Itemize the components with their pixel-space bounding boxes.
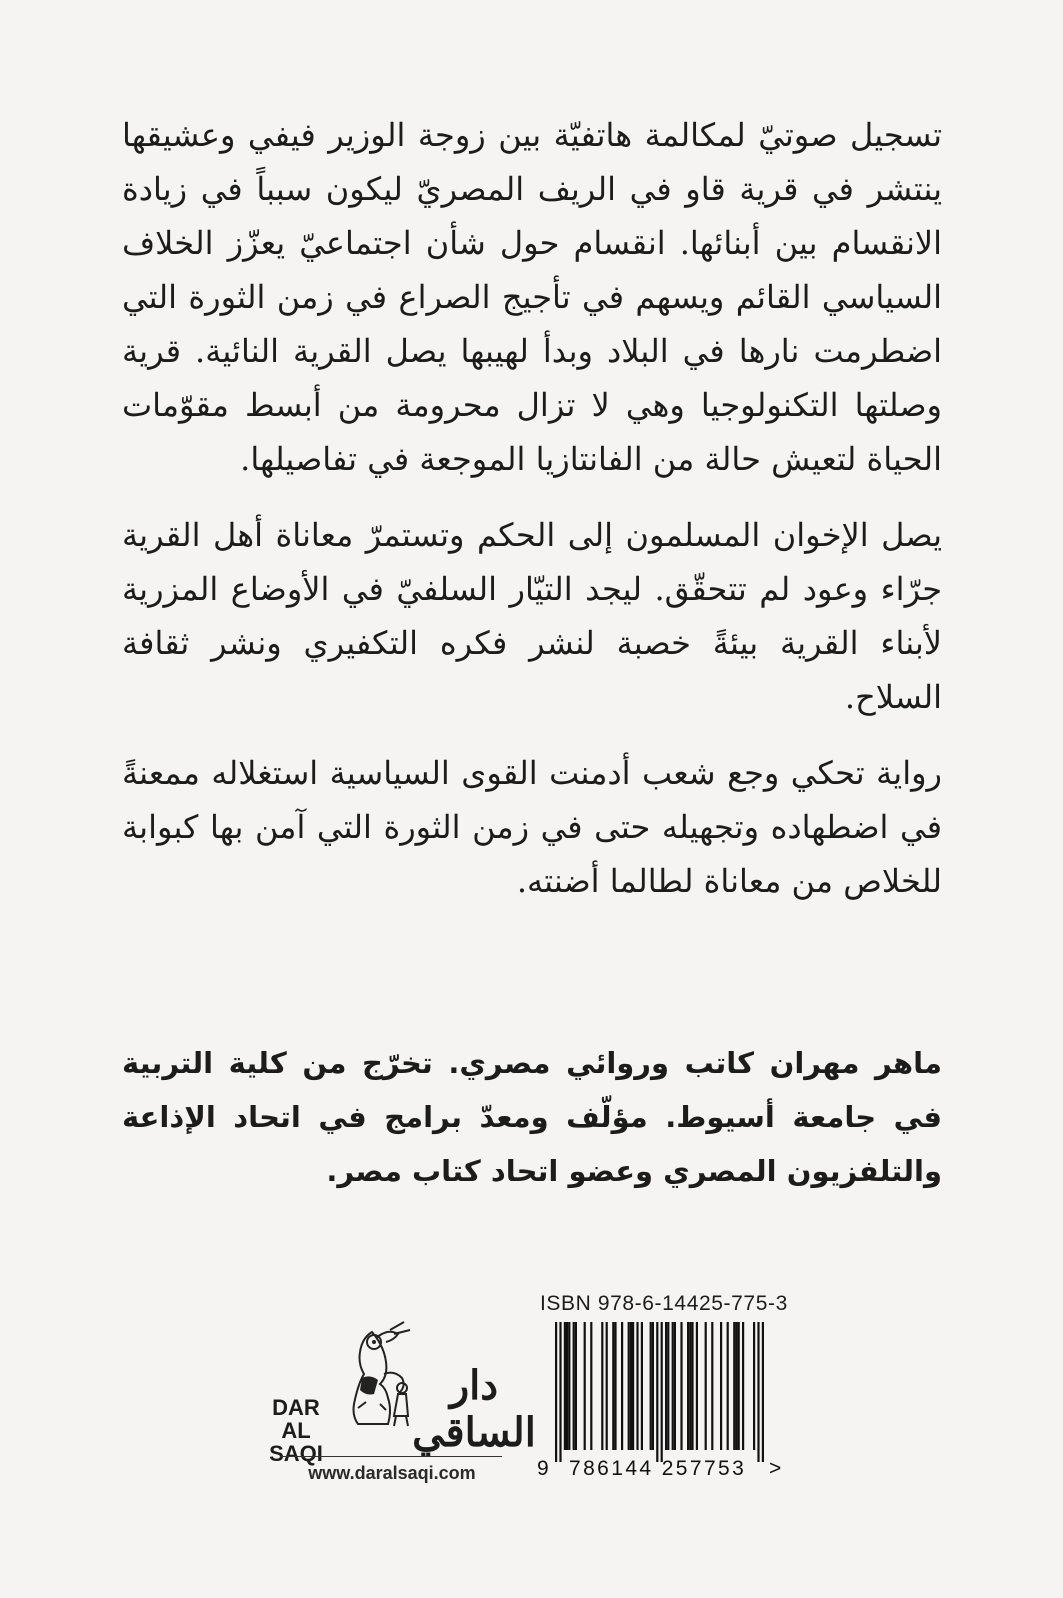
barcode-bar — [735, 1322, 737, 1450]
barcode-bar — [753, 1322, 755, 1450]
barcode-bar — [628, 1322, 630, 1450]
synopsis-paragraph-3: رواية تحكي وجع شعب أدمنت القوى السياسية استغلاله ممعنةً في اضطهاده وتجهيله حتى في زمن الثورة التي آمن بها كبوابة للخلاص من معاناة لطالما أضنته. — [122, 754, 942, 900]
isbn-barcode — [535, 1322, 787, 1480]
barcode-leading-digit: 9 — [537, 1457, 549, 1480]
barcode-bar — [652, 1322, 654, 1450]
logo-divider — [280, 1456, 502, 1457]
barcode-bar — [691, 1322, 693, 1450]
barcode-quiet-zone-mark: > — [769, 1457, 782, 1480]
barcode-bar — [632, 1322, 634, 1450]
isbn-label: ISBN 978-6-14425-775-3 — [540, 1292, 788, 1315]
barcode-bar — [727, 1322, 729, 1450]
barcode-bar — [568, 1322, 570, 1450]
barcode-bar — [680, 1322, 682, 1450]
barcode-bar — [711, 1322, 713, 1450]
barcode-bar — [689, 1322, 691, 1450]
barcode-bar — [757, 1322, 759, 1462]
barcode-bar — [601, 1322, 603, 1450]
publisher-name-arabic: دار الساقي — [412, 1362, 536, 1456]
barcode-bar — [564, 1322, 566, 1450]
barcode-bar — [667, 1322, 669, 1450]
barcode-bar — [575, 1322, 577, 1450]
publisher-website: www.daralsaqi.com — [308, 1463, 476, 1483]
barcode-bar — [661, 1322, 663, 1462]
synopsis-paragraph-1: تسجيل صوتيّ لمكالمة هاتفيّة بين زوجة الوزير فيفي وعشيقها ينتشر في قرية قاو في الريف المصريّ ليكون سبباً في زيادة الانقسام بين أبنائها. انقسام حول شأن اجتماعيّ يعزّز الخلاف السياسي القائم ويسهم في تأجيج الصراع في زمن الثورة التي اضطرمت نارها في البلاد وبدأ لهيبها يصل القرية النائية. قرية وصلتها التكنولوجيا وهي لا تزال محرومة من أبسط مقوّمات الحياة لتعيش حالة من الفانتازيا الموجعة في تفاصيلها. — [122, 116, 942, 478]
barcode-bar — [738, 1322, 740, 1450]
author-bio-text: ماهر مهران كاتب وروائي مصري. تخرّج من كلية التربية في جامعة أسيوط. مؤلّف ومعدّ برامج في اتحاد الإذاعة والتلفزيون المصري وعضو اتحاد كتاب مصر. — [122, 1046, 942, 1188]
barcode-digits: 786144 257753 — [569, 1457, 747, 1480]
barcode-bar — [630, 1322, 632, 1450]
barcode-bar — [656, 1322, 658, 1462]
barcode-bar — [559, 1322, 561, 1462]
author-bio — [122, 1036, 942, 1198]
barcode-bar — [687, 1322, 689, 1450]
publisher-name-english: DAR AL SAQI — [269, 1395, 323, 1466]
barcode-bar — [641, 1322, 643, 1450]
storyteller-figure-icon — [332, 1318, 424, 1428]
barcode-bar — [621, 1322, 623, 1450]
barcode-bar — [566, 1322, 568, 1450]
barcode-bar — [650, 1322, 652, 1450]
barcode-bar — [674, 1322, 676, 1450]
barcode-bar — [636, 1322, 638, 1450]
barcode-bar — [762, 1322, 764, 1462]
barcode-bar — [555, 1322, 557, 1462]
barcode-bar — [696, 1322, 698, 1450]
barcode-bar — [720, 1322, 722, 1450]
barcode-bar — [606, 1322, 608, 1450]
barcode-bar — [742, 1322, 744, 1450]
barcode-bar — [590, 1322, 592, 1450]
barcode-bar — [584, 1322, 586, 1450]
publisher-logo — [262, 1318, 536, 1478]
barcode-bar — [665, 1322, 667, 1450]
synopsis-paragraph-2: يصل الإخوان المسلمون إلى الحكم وتستمرّ معاناة أهل القرية جرّاء وعود لم تتحقّق. ليجد التيّار السلفيّ في الأوضاع المزرية لأبناء القرية بيئةً خصبة لنشر فكره التكفيري ونشر ثقافة السلاح. — [122, 516, 942, 716]
barcode-bar — [614, 1322, 616, 1450]
barcode-bar — [705, 1322, 707, 1450]
synopsis — [122, 108, 942, 930]
barcode-bar — [672, 1322, 674, 1450]
barcode-bar — [612, 1322, 614, 1450]
barcode-bar — [733, 1322, 735, 1450]
barcode-bar — [573, 1322, 575, 1450]
